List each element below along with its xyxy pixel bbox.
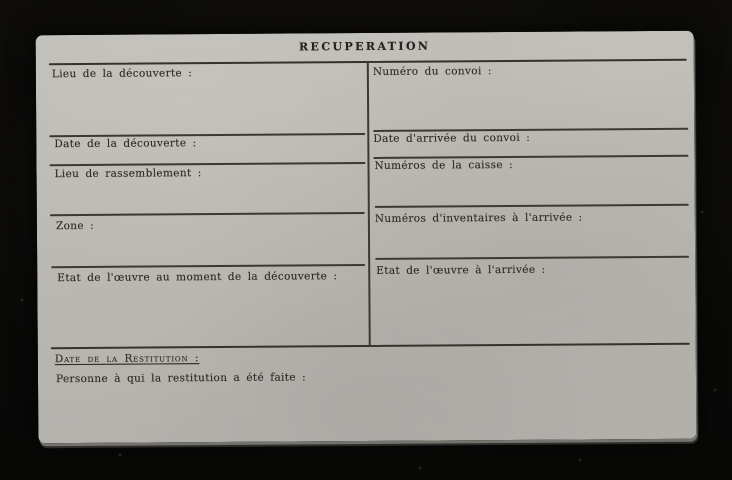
right-rule-3	[375, 204, 689, 208]
field-label-date-restitution: Date de la Restitution :	[54, 352, 200, 366]
field-area-numero-convoi	[373, 77, 685, 127]
field-label-numeros-caisse: Numéros de la caisse :	[374, 158, 514, 172]
field-area-zone	[97, 219, 363, 263]
field-area-numeros-inventaires	[374, 224, 686, 254]
field-label-personne-restitution: Personne à qui la restitution a été faite :	[55, 371, 307, 386]
field-area-lieu-rassemblement	[53, 179, 363, 211]
field-label-etat-oeuvre-decouverte: Etat de l'œuvre au moment de la découverte :	[57, 270, 338, 285]
field-area-date-restitution	[218, 348, 678, 367]
recuperation-form-card	[36, 31, 697, 444]
field-label-zone: Zone :	[55, 219, 95, 233]
left-rule-2	[49, 162, 365, 166]
field-area-lieu-decouverte	[52, 79, 362, 131]
form-title: RECUPERATION	[298, 39, 431, 54]
field-label-date-decouverte: Date de la découverte :	[54, 137, 197, 151]
field-area-date-arrivee-convoi	[516, 130, 686, 153]
column-divider-rule	[367, 61, 371, 345]
left-rule-3	[50, 212, 365, 216]
field-label-lieu-decouverte: Lieu de la découverte :	[51, 67, 193, 81]
field-label-numeros-inventaires: Numéros d'inventaires à l'arrivée :	[374, 211, 583, 225]
field-label-etat-oeuvre-arrivee: Etat de l'œuvre à l'arrivée :	[376, 263, 546, 277]
field-label-numero-convoi: Numéro du convoi :	[372, 65, 492, 78]
field-area-personne-restitution	[308, 368, 688, 431]
right-rule-4	[375, 256, 689, 260]
field-area-etat-oeuvre-decouverte	[53, 283, 363, 343]
field-label-date-arrivee-convoi: Date d'arrivée du convoi :	[373, 131, 531, 145]
right-rule-2	[373, 155, 688, 159]
field-label-lieu-rassemblement: Lieu de rassemblement :	[54, 167, 202, 181]
field-area-numeros-caisse	[374, 171, 686, 203]
left-rule-4	[51, 264, 365, 268]
field-area-etat-oeuvre-arrivee	[374, 276, 686, 341]
field-area-date-decouverte	[186, 135, 362, 160]
